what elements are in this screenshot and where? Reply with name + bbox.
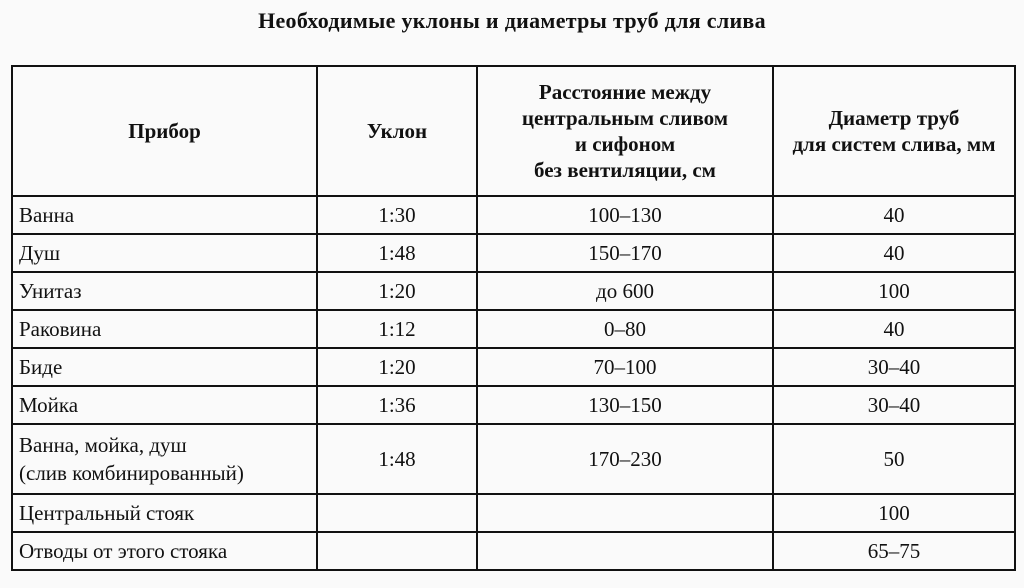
diameter-cell: 50 [773,424,1015,494]
table-row [12,424,1015,494]
table-row [12,310,1015,348]
device-cell: Биде [12,348,317,386]
table-row [12,494,1015,532]
slope-cell [317,532,477,570]
table-row [12,272,1015,310]
device-cell: Ванна [12,196,317,234]
distance-cell: 100–130 [477,196,773,234]
page-title: Необходимые уклоны и диаметры труб для слива [258,8,766,33]
header-distance: Расстояние между центральным сливом и сифоном без вентиляции, см [477,66,773,196]
distance-cell: 0–80 [477,310,773,348]
diameter-cell: 100 [773,494,1015,532]
device-cell: Душ [12,234,317,272]
header-device: Прибор [12,66,317,196]
slope-cell: 1:20 [317,272,477,310]
slope-cell [317,494,477,532]
distance-cell [477,532,773,570]
diameter-cell: 40 [773,196,1015,234]
diameter-cell: 40 [773,310,1015,348]
slope-cell: 1:48 [317,234,477,272]
table-row [12,532,1015,570]
distance-cell: до 600 [477,272,773,310]
distance-cell: 130–150 [477,386,773,424]
distance-cell: 150–170 [477,234,773,272]
slope-cell: 1:12 [317,310,477,348]
table-row [12,234,1015,272]
slope-cell: 1:20 [317,348,477,386]
table-row [12,196,1015,234]
device-cell: Ванна, мойка, душ (слив комбинированный) [12,424,317,494]
distance-cell [477,494,773,532]
distance-cell: 170–230 [477,424,773,494]
diameter-cell: 30–40 [773,386,1015,424]
diameter-cell: 40 [773,234,1015,272]
drain-pipe-table [11,65,1016,571]
device-cell: Раковина [12,310,317,348]
diameter-cell: 65–75 [773,532,1015,570]
device-cell: Унитаз [12,272,317,310]
distance-cell: 70–100 [477,348,773,386]
slope-cell: 1:48 [317,424,477,494]
device-cell: Центральный стояк [12,494,317,532]
table-row [12,386,1015,424]
device-cell: Отводы от этого стояка [12,532,317,570]
slope-cell: 1:30 [317,196,477,234]
header-slope: Уклон [317,66,477,196]
device-cell: Мойка [12,386,317,424]
slope-cell: 1:36 [317,386,477,424]
diameter-cell: 30–40 [773,348,1015,386]
header-diameter: Диаметр труб для систем слива, мм [773,66,1015,196]
diameter-cell: 100 [773,272,1015,310]
table-row [12,348,1015,386]
table-header-row [12,66,1015,196]
